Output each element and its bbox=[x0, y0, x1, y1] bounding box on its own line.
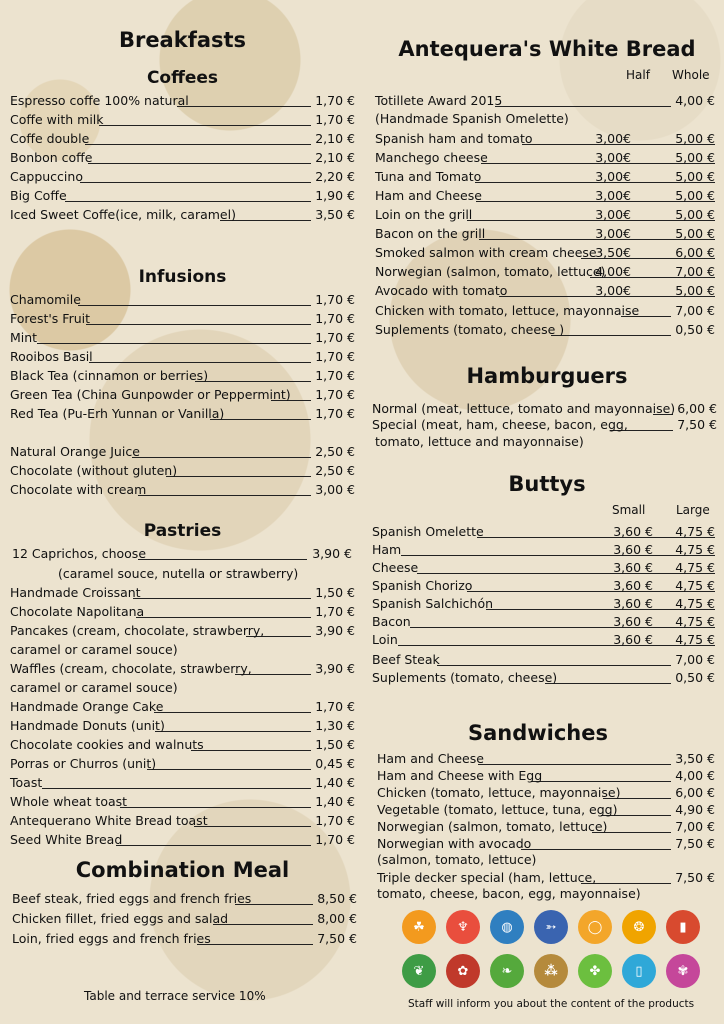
menu-item-name: Handmade Orange Cake bbox=[10, 699, 164, 714]
leader-line bbox=[197, 944, 313, 945]
menu-item-name: Norwegian with avocado bbox=[377, 836, 532, 851]
whole-price: 5,00 € bbox=[675, 283, 715, 298]
celery-icon: ✤ bbox=[578, 954, 612, 988]
menu-item-price: 1,50 € bbox=[315, 737, 355, 752]
leader-line bbox=[136, 617, 311, 618]
buttys-title: Buttys bbox=[508, 472, 586, 496]
menu-item-name: Seed White Bread bbox=[10, 832, 123, 847]
sandwich-row bbox=[377, 784, 715, 802]
whole-price: 5,00 € bbox=[675, 150, 715, 165]
leader-line bbox=[410, 627, 715, 628]
menu-item-price: 1,90 € bbox=[315, 188, 355, 203]
menu-item-name: Red Tea (Pu-Erh Yunnan or Vanilla) bbox=[10, 406, 225, 421]
menu-item-price: 3,90 € bbox=[312, 546, 352, 561]
menu-item-name: Ham and Cheese bbox=[375, 188, 482, 203]
leader-line bbox=[191, 750, 311, 751]
menu-item-name: Chamomile bbox=[10, 292, 81, 307]
menu-item-name: Norwegian (salmon, tomato, lettuce) bbox=[375, 264, 606, 279]
leader-line bbox=[88, 163, 311, 164]
menu-item-name: Ham bbox=[372, 542, 402, 557]
pastry-row bbox=[10, 755, 355, 773]
leader-line bbox=[401, 555, 715, 556]
menu-item-price: 6,00 € bbox=[675, 785, 715, 800]
infusion-row bbox=[10, 367, 355, 385]
service-note: Table and terrace service 10% bbox=[84, 989, 266, 1003]
leader-line bbox=[545, 683, 671, 684]
butty-row bbox=[372, 523, 715, 541]
sandwich-row bbox=[377, 835, 715, 853]
menu-item-price: 1,70 € bbox=[315, 368, 355, 383]
menu-item-name: Espresso coffe 100% natural bbox=[10, 93, 189, 108]
menu-item-price: 8,00 € bbox=[317, 911, 357, 926]
menu-item-name: Suplements (tomato, cheese) bbox=[372, 670, 558, 685]
leader-line bbox=[138, 559, 307, 560]
whole-price: 5,00 € bbox=[675, 188, 715, 203]
small-header: Small bbox=[612, 503, 646, 517]
menu-item-name: Handmade Donuts (unit) bbox=[10, 718, 165, 733]
menu-item-price: 7,50 € bbox=[677, 417, 717, 432]
menu-item-name: Chicken with tomato, lettuce, mayonnaise bbox=[375, 303, 640, 318]
sandwiches-title: Sandwiches bbox=[467, 721, 609, 745]
small-price: 3,60 € bbox=[613, 596, 653, 611]
pastry-row bbox=[10, 584, 355, 602]
pastry-caprichos-row bbox=[12, 545, 352, 563]
menu-item-name: Ham and Cheese bbox=[377, 751, 484, 766]
eggs-icon: ◯ bbox=[578, 910, 612, 944]
menu-item-name: Beef steak, fried eggs and french fries bbox=[12, 891, 252, 906]
menu-item-price: 2,10 € bbox=[315, 150, 355, 165]
menu-item-note: caramel or caramel souce) bbox=[10, 642, 178, 657]
menu-item-name: Rooibos Basil bbox=[10, 349, 93, 364]
small-price: 3,60 € bbox=[613, 542, 653, 557]
leader-line bbox=[78, 305, 311, 306]
butty-row bbox=[372, 595, 715, 613]
whole-price: 7,00 € bbox=[675, 264, 715, 279]
menu-item-name: Avocado with tomato bbox=[375, 283, 508, 298]
leader-line bbox=[86, 324, 311, 325]
caprichos-note: (caramel souce, nutella or strawberry) bbox=[58, 566, 299, 581]
leader-line bbox=[177, 106, 311, 107]
menu-item-name: Vegetable (tomato, lettuce, tuna, egg) bbox=[377, 802, 618, 817]
sandwich-row bbox=[377, 750, 715, 768]
menu-item-name: Spanish Salchichón bbox=[372, 596, 494, 611]
leader-line bbox=[210, 419, 311, 420]
leader-line bbox=[89, 362, 311, 363]
menu-item-name: Manchego cheese bbox=[375, 150, 488, 165]
menu-item-name: 12 Caprichos, choose bbox=[12, 546, 147, 561]
leader-line bbox=[195, 381, 311, 382]
menu-item-name: Cappuccino bbox=[10, 169, 83, 184]
menu-item-price: 2,50 € bbox=[315, 444, 355, 459]
infusion-row bbox=[10, 291, 355, 309]
half-price: 3,00€ bbox=[595, 207, 631, 222]
menu-item-price: 2,50 € bbox=[315, 463, 355, 478]
coffee-row bbox=[10, 111, 355, 129]
menu-item-name: Spanish Chorizo bbox=[372, 578, 473, 593]
leader-line bbox=[37, 343, 311, 344]
menu-item-price: 1,70 € bbox=[315, 832, 355, 847]
pastry-row bbox=[10, 736, 355, 754]
menu-item-price: 1,70 € bbox=[315, 406, 355, 421]
pastry-row bbox=[10, 831, 355, 849]
menu-item-name: Porras or Churros (unit) bbox=[10, 756, 157, 771]
menu-item-price: 1,70 € bbox=[315, 311, 355, 326]
infusion-row bbox=[10, 348, 355, 366]
molluscs-icon: ◍ bbox=[490, 910, 524, 944]
half-price: 3,00€ bbox=[595, 169, 631, 184]
leader-line bbox=[417, 573, 715, 574]
leader-line bbox=[551, 335, 671, 336]
leader-line bbox=[194, 826, 311, 827]
soy-icon: ❧ bbox=[490, 954, 524, 988]
menu-item-price: 1,40 € bbox=[315, 775, 355, 790]
mustard-icon: ▮ bbox=[666, 910, 700, 944]
menu-item-price: 1,70 € bbox=[315, 813, 355, 828]
leader-line bbox=[478, 764, 671, 765]
bread-extra-row bbox=[375, 321, 715, 339]
half-price: 3,00€ bbox=[595, 131, 631, 146]
large-price: 4,75 € bbox=[675, 524, 715, 539]
leader-line bbox=[437, 665, 671, 666]
leader-line bbox=[42, 788, 311, 789]
leader-line bbox=[120, 807, 311, 808]
leader-line bbox=[166, 476, 311, 477]
infusion-row bbox=[10, 329, 355, 347]
menu-item-name: Coffe double bbox=[10, 131, 90, 146]
menu-item-price: 0,50 € bbox=[675, 670, 715, 685]
pastries-title: Pastries bbox=[143, 521, 222, 541]
menu-item-price: 7,00 € bbox=[675, 652, 715, 667]
menu-item-price: 7,50 € bbox=[675, 836, 715, 851]
allergen-note: Staff will inform you about the content of the products bbox=[408, 998, 695, 1010]
leader-line bbox=[398, 645, 715, 646]
menu-item-price: 7,00 € bbox=[675, 303, 715, 318]
menu-item-price: 1,70 € bbox=[315, 112, 355, 127]
small-price: 3,60 € bbox=[613, 524, 653, 539]
leader-line bbox=[85, 144, 311, 145]
leader-line bbox=[155, 731, 311, 732]
sulphites-icon: ❂ bbox=[622, 910, 656, 944]
pastry-row bbox=[10, 774, 355, 792]
hamburguers-title: Hamburguers bbox=[466, 364, 628, 388]
menu-item-price: 6,00 € bbox=[677, 401, 717, 416]
bread-row bbox=[375, 149, 715, 167]
menu-item-name: Loin on the grill bbox=[375, 207, 473, 222]
infusion-row bbox=[10, 310, 355, 328]
combo-row bbox=[12, 930, 357, 948]
large-price: 4,75 € bbox=[675, 614, 715, 629]
leader-line bbox=[138, 495, 311, 496]
butty-row bbox=[372, 631, 715, 649]
combo-row bbox=[12, 910, 357, 928]
drink-row bbox=[10, 443, 355, 461]
infusion-row bbox=[10, 386, 355, 404]
menu-item-name: Handmade Croissant bbox=[10, 585, 141, 600]
menu-item-price: 2,20 € bbox=[315, 169, 355, 184]
menu-item-name: Bacon bbox=[372, 614, 411, 629]
menu-item-note: tomato, lettuce and mayonnaise) bbox=[375, 434, 584, 449]
menu-item-price: 3,90 € bbox=[315, 623, 355, 638]
menu-item-price: 1,70 € bbox=[315, 292, 355, 307]
leader-line bbox=[80, 182, 311, 183]
menu-item-price: 1,70 € bbox=[315, 330, 355, 345]
menu-item-price: 8,50 € bbox=[317, 891, 357, 906]
award-row bbox=[375, 92, 715, 110]
small-price: 3,60 € bbox=[613, 614, 653, 629]
menu-item-name: Waffles (cream, chocolate, strawberry, bbox=[10, 661, 252, 676]
menu-item-price: 1,40 € bbox=[315, 794, 355, 809]
menu-item-price: 3,90 € bbox=[315, 661, 355, 676]
small-price: 3,60 € bbox=[613, 578, 653, 593]
butty-extra-row bbox=[372, 669, 715, 687]
whole-price: 5,00 € bbox=[675, 207, 715, 222]
half-price: 3,00€ bbox=[595, 150, 631, 165]
leader-line bbox=[521, 849, 671, 850]
menu-item-note: tomato, cheese, bacon, egg, mayonnaise) bbox=[377, 886, 641, 901]
leader-line bbox=[154, 712, 311, 713]
breakfasts-title: Breakfasts bbox=[118, 28, 247, 52]
pastry-row bbox=[10, 603, 355, 621]
menu-item-price: 0,45 € bbox=[315, 756, 355, 771]
butty-row bbox=[372, 613, 715, 631]
fish-icon: ➳ bbox=[534, 910, 568, 944]
sandwich-row bbox=[377, 869, 715, 887]
menu-item-price: 7,00 € bbox=[675, 819, 715, 834]
drink-row bbox=[10, 462, 355, 480]
gluten-icon: ☘ bbox=[402, 910, 436, 944]
menu-item-name: Beef Steak bbox=[372, 652, 440, 667]
coffee-row bbox=[10, 92, 355, 110]
coffees-title: Coffees bbox=[146, 68, 219, 88]
sesame-icon: ⁂ bbox=[534, 954, 568, 988]
bread-row bbox=[375, 130, 715, 148]
large-price: 4,75 € bbox=[675, 596, 715, 611]
menu-item-name: Smoked salmon with cream cheese bbox=[375, 245, 597, 260]
pastry-row bbox=[10, 660, 355, 678]
sandwich-row bbox=[377, 767, 715, 785]
bread-row bbox=[375, 244, 715, 262]
menu-item-price: 4,00 € bbox=[675, 768, 715, 783]
menu-item-name: Chocolate Napolitana bbox=[10, 604, 145, 619]
pastry-row bbox=[10, 698, 355, 716]
coffee-row bbox=[10, 130, 355, 148]
leader-line bbox=[495, 106, 671, 107]
menu-item-name: Chocolate (without gluten) bbox=[10, 463, 178, 478]
menu-item-name: Norwegian (salmon, tomato, lettuce) bbox=[377, 819, 608, 834]
combo-row bbox=[12, 890, 357, 908]
large-price: 4,75 € bbox=[675, 578, 715, 593]
drink-row bbox=[10, 481, 355, 499]
pastry-row bbox=[10, 622, 355, 640]
menu-item-note: (salmon, tomato, lettuce) bbox=[377, 852, 537, 867]
bread-row bbox=[375, 168, 715, 186]
menu-item-name: Totillete Award 2015 bbox=[375, 93, 503, 108]
menu-item-name: Spanish ham and tomato bbox=[375, 131, 533, 146]
bread-row bbox=[375, 263, 715, 281]
leader-line bbox=[132, 457, 311, 458]
menu-item-price: 3,00 € bbox=[315, 482, 355, 497]
burger-row bbox=[372, 416, 717, 434]
menu-item-price: 0,50 € bbox=[675, 322, 715, 337]
menu-item-name: Chicken (tomato, lettuce, mayonnaise) bbox=[377, 785, 621, 800]
half-price: 3,00€ bbox=[595, 226, 631, 241]
menu-item-name: Chicken fillet, fried eggs and salad bbox=[12, 911, 229, 926]
large-header: Large bbox=[676, 503, 710, 517]
menu-item-price: 4,90 € bbox=[675, 802, 715, 817]
menu-item-name: Special (meat, ham, cheese, bacon, egg, bbox=[372, 417, 628, 432]
menu-item-name: Bonbon coffe bbox=[10, 150, 93, 165]
menu-item-price: 3,50 € bbox=[675, 751, 715, 766]
half-price: 3,00€ bbox=[595, 283, 631, 298]
menu-item-name: Ham and Cheese with Egg bbox=[377, 768, 543, 783]
menu-item-name: Spanish Omelette bbox=[372, 524, 484, 539]
menu-item-name: Natural Orange Juice bbox=[10, 444, 140, 459]
menu-item-price: 4,00 € bbox=[675, 93, 715, 108]
menu-item-price: 1,70 € bbox=[315, 349, 355, 364]
menu-item-name: Iced Sweet Coffe(ice, milk, caramel) bbox=[10, 207, 236, 222]
infusion-row bbox=[10, 405, 355, 423]
pastry-row bbox=[10, 812, 355, 830]
menu-item-name: Bacon on the grill bbox=[375, 226, 486, 241]
coffee-row bbox=[10, 206, 355, 224]
leader-line bbox=[531, 781, 671, 782]
menu-item-price: 1,70 € bbox=[315, 93, 355, 108]
butty-extra-row bbox=[372, 651, 715, 669]
butty-row bbox=[372, 541, 715, 559]
sandwich-row bbox=[377, 818, 715, 836]
menu-item-name: Chocolate cookies and walnuts bbox=[10, 737, 204, 752]
peanuts-icon: ❦ bbox=[402, 954, 436, 988]
menu-item-price: 1,70 € bbox=[315, 604, 355, 619]
whole-price: 5,00 € bbox=[675, 226, 715, 241]
menu-item-name: Antequerano White Bread toast bbox=[10, 813, 208, 828]
half-price: 4,00€ bbox=[595, 264, 631, 279]
butty-row bbox=[372, 559, 715, 577]
small-price: 3,60 € bbox=[613, 560, 653, 575]
menu-item-price: 1,70 € bbox=[315, 699, 355, 714]
butty-row bbox=[372, 577, 715, 595]
small-price: 3,60 € bbox=[613, 632, 653, 647]
menu-item-price: 2,10 € bbox=[315, 131, 355, 146]
menu-item-name: Toast bbox=[10, 775, 43, 790]
menu-item-name: Suplements (tomato, cheese ) bbox=[375, 322, 565, 337]
menu-item-price: 7,50 € bbox=[317, 931, 357, 946]
coffee-row bbox=[10, 187, 355, 205]
white-bread-title: Antequera's White Bread bbox=[398, 37, 696, 61]
bread-row bbox=[375, 187, 715, 205]
menu-item-name: Mint bbox=[10, 330, 38, 345]
menu-item-name: Chocolate with cream bbox=[10, 482, 147, 497]
milk-icon: ▯ bbox=[622, 954, 656, 988]
bread-row bbox=[375, 206, 715, 224]
menu-item-name: Triple decker special (ham, lettuce, bbox=[377, 870, 597, 885]
nuts-icon: ✿ bbox=[446, 954, 480, 988]
menu-item-name: Green Tea (China Gunpowder or Peppermint) bbox=[10, 387, 291, 402]
large-price: 4,75 € bbox=[675, 632, 715, 647]
half-price: 3,00€ bbox=[595, 188, 631, 203]
bread-row bbox=[375, 225, 715, 243]
large-price: 4,75 € bbox=[675, 560, 715, 575]
menu-item-price: 1,50 € bbox=[315, 585, 355, 600]
infusions-title: Infusions bbox=[138, 267, 227, 287]
sandwich-row bbox=[377, 801, 715, 819]
menu-item-name: Forest's Fruit bbox=[10, 311, 90, 326]
combination-meal-title: Combination Meal bbox=[75, 858, 290, 882]
leader-line bbox=[99, 125, 311, 126]
menu-item-name: Whole wheat toast bbox=[10, 794, 128, 809]
bread-row bbox=[375, 282, 715, 300]
pastry-row bbox=[10, 717, 355, 735]
menu-item-price: 1,70 € bbox=[315, 387, 355, 402]
menu-item-name: Big Coffe bbox=[10, 188, 67, 203]
crustaceans-icon: ♆ bbox=[446, 910, 480, 944]
coffee-row bbox=[10, 149, 355, 167]
menu-item-note: (Handmade Spanish Omelette) bbox=[375, 111, 569, 126]
menu-item-note: caramel or caramel souce) bbox=[10, 680, 178, 695]
menu-item-name: Tuna and Tomato bbox=[375, 169, 482, 184]
leader-line bbox=[133, 598, 311, 599]
menu-item-name: Coffe with milk bbox=[10, 112, 104, 127]
pastry-row bbox=[10, 793, 355, 811]
menu-item-name: Loin bbox=[372, 632, 398, 647]
large-price: 4,75 € bbox=[675, 542, 715, 557]
whole-price: 6,00 € bbox=[675, 245, 715, 260]
menu-item-name: Black Tea (cinnamon or berries) bbox=[10, 368, 209, 383]
lupin-icon: ✾ bbox=[666, 954, 700, 988]
half-header: Half bbox=[626, 68, 650, 82]
leader-line bbox=[65, 201, 311, 202]
menu-item-name: Normal (meat, lettuce, tomato and mayonnaise) bbox=[372, 401, 676, 416]
menu-item-name: Loin, fried eggs and french fries bbox=[12, 931, 211, 946]
menu-item-price: 3,50 € bbox=[315, 207, 355, 222]
bread-extra-row bbox=[375, 302, 715, 320]
whole-header: Whole bbox=[672, 68, 710, 82]
half-price: 3,50€ bbox=[595, 245, 631, 260]
menu-item-name: Pancakes (cream, chocolate, strawberry, bbox=[10, 623, 265, 638]
whole-price: 5,00 € bbox=[675, 169, 715, 184]
whole-price: 5,00 € bbox=[675, 131, 715, 146]
coffee-row bbox=[10, 168, 355, 186]
menu-item-price: 7,50 € bbox=[675, 870, 715, 885]
menu-item-price: 1,30 € bbox=[315, 718, 355, 733]
leader-line bbox=[116, 845, 311, 846]
menu-item-name: Cheese bbox=[372, 560, 419, 575]
leader-line bbox=[147, 769, 311, 770]
